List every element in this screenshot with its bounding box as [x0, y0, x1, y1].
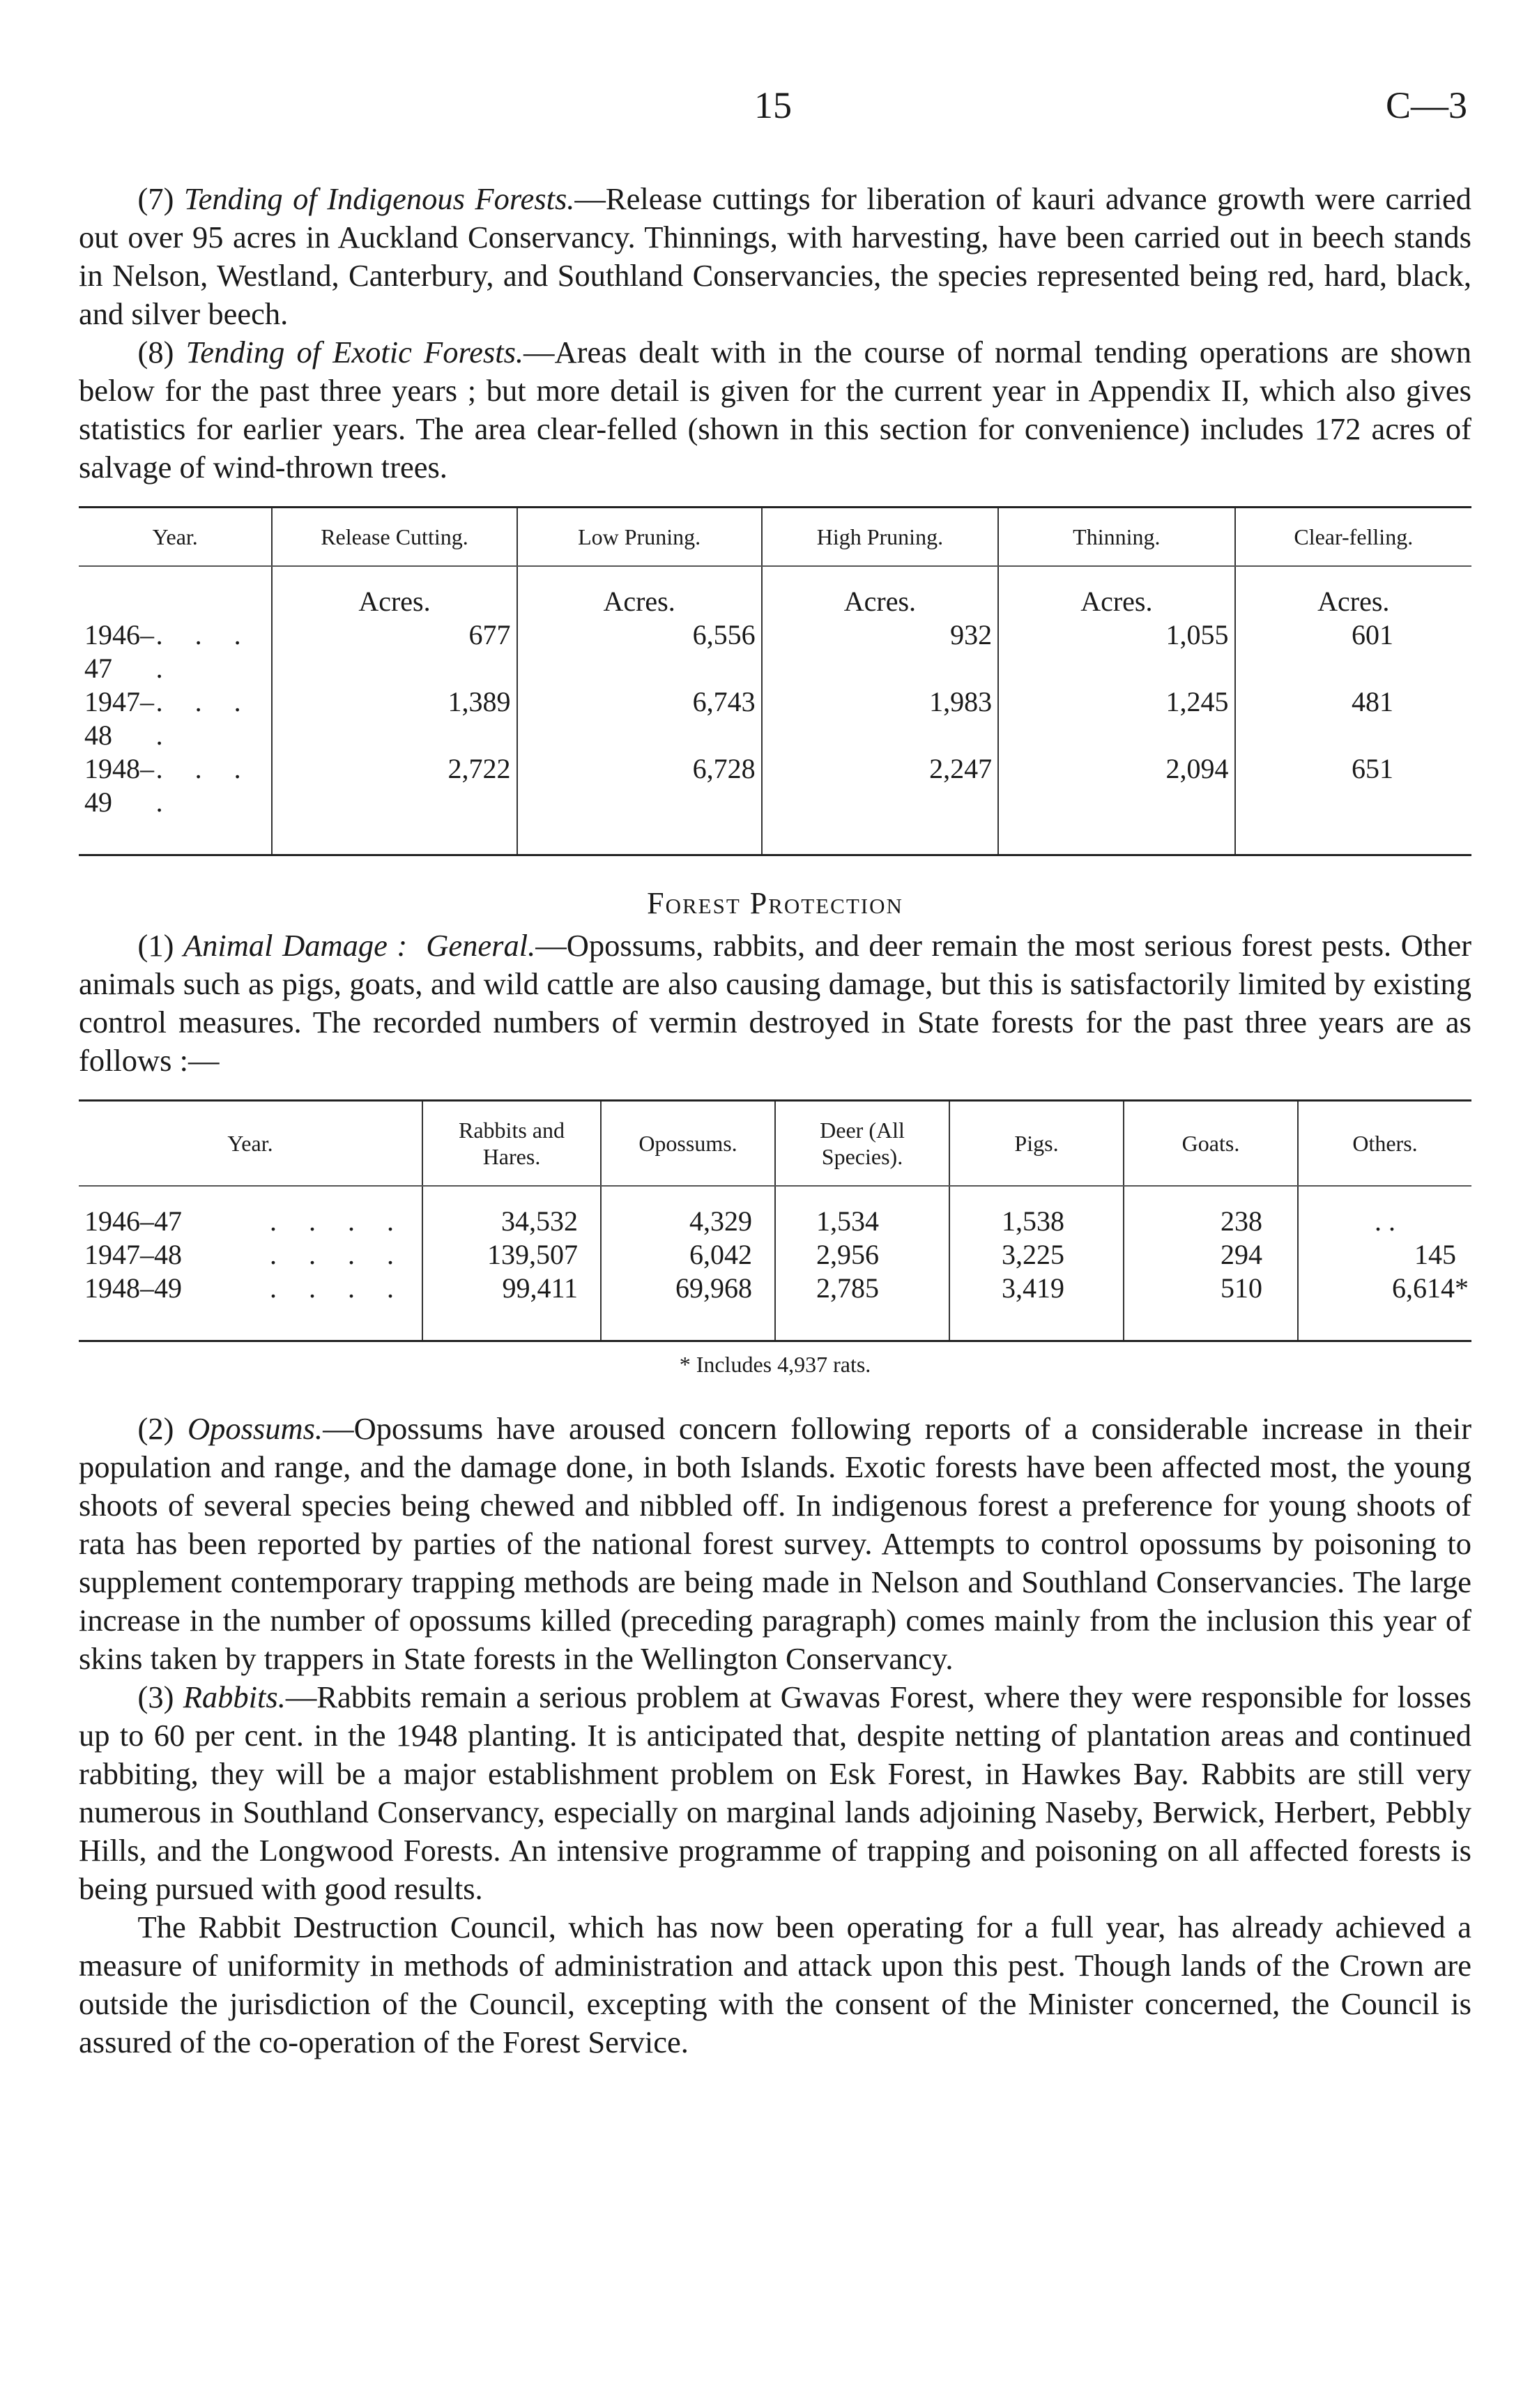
- table-header-cell: Rabbits and Hares.: [422, 1101, 601, 1187]
- table-cell: 1,538: [949, 1205, 1124, 1238]
- table-header-cell: Clear-felling.: [1235, 508, 1471, 567]
- table-row: [79, 752, 1471, 855]
- page-number: 15: [754, 84, 792, 126]
- table-footnote: * Includes 4,937 rats.: [679, 1352, 871, 1377]
- units-row: [79, 566, 1471, 618]
- paragraph-rabbits: [79, 1678, 1471, 1908]
- table-cell: 510: [1124, 1272, 1298, 1341]
- year-cell: [79, 1272, 422, 1341]
- table-cell: 1,245: [998, 685, 1234, 752]
- tending-table: [79, 506, 1471, 856]
- unit-cell: Acres.: [1235, 566, 1471, 618]
- unit-cell: Acres.: [998, 566, 1234, 618]
- table-cell: 932: [762, 618, 998, 685]
- year-cell: [79, 618, 272, 685]
- document-code: C—3: [1385, 84, 1467, 126]
- table-cell: 99,411: [422, 1272, 601, 1341]
- table-cell: 1,983: [762, 685, 998, 752]
- paragraph-tending-indigenous: [79, 180, 1471, 333]
- table-cell: 601: [1235, 618, 1471, 685]
- year-label: 1947–48: [84, 1239, 182, 1270]
- table-cell: 69,968: [601, 1272, 775, 1341]
- leader-dots: . . . .: [270, 1205, 406, 1237]
- table-header-cell: Thinning.: [998, 508, 1234, 567]
- table-header-cell: Low Pruning.: [517, 508, 762, 567]
- spacer-row: [79, 1186, 1471, 1205]
- page-content: [79, 180, 1471, 2062]
- paragraph-number: (7): [137, 181, 174, 216]
- table-cell: 2,785: [775, 1272, 949, 1341]
- table-cell: 6,743: [517, 685, 762, 752]
- paragraph-number: (3): [137, 1679, 174, 1714]
- table-cell: 6,614*: [1298, 1272, 1471, 1341]
- table-row: [79, 685, 1471, 752]
- year-cell: [79, 1205, 422, 1238]
- paragraph-tending-exotic: [79, 333, 1471, 487]
- table-header-cell: Others.: [1298, 1101, 1471, 1187]
- year-label: 1948–49: [84, 753, 154, 818]
- table-cell: 294: [1124, 1238, 1298, 1272]
- table-header-cell: High Pruning.: [762, 508, 998, 567]
- paragraph-rabbit-council: The Rabbit Destruction Council, which has now been operating for a full year, has already achieved a measure of uniformity in methods of administration and attack upon this pest. Though lands of the Crown are outside the jurisdiction of the Council, excepting with the consent of the Minister concerned, the Council is assured of the co-operation of the Forest Service.: [79, 1910, 1471, 2059]
- paragraph-title: Opossums.: [187, 1411, 323, 1446]
- paragraph-text: —Opossums have aroused concern following reports of a considerable increase in their population and range, and the damage done, in both Islands. Exotic forests have been affected most, the young shoots of several species being chewed and nibbled off. In indigenous forest a preference for young shoots of rata has been reported by parties of the national forest survey. Attempts to control opossums by poisoning to supplement contemporary trapping methods are being made in Nelson and Southland Conservancies. The large increase in the number of opossums killed (preceding paragraph) comes mainly from the inclusion this year of skins taken by trappers in State forests in the Wellington Conservancy.: [79, 1411, 1472, 1676]
- table-cell: 3,419: [949, 1272, 1124, 1341]
- vermin-table: [79, 1099, 1471, 1342]
- page-header: [0, 84, 1530, 132]
- paragraph-animal-damage: [79, 927, 1471, 1080]
- paragraph-title: Tending of Indigenous Forests.: [183, 181, 575, 216]
- year-label: 1948–49: [84, 1272, 182, 1304]
- table-header-cell: Pigs.: [949, 1101, 1124, 1187]
- unit-cell: Acres.: [272, 566, 517, 618]
- unit-cell: Acres.: [517, 566, 762, 618]
- vermin-table-header: [79, 1101, 1471, 1187]
- table-cell: 6,556: [517, 618, 762, 685]
- table-cell: 1,055: [998, 618, 1234, 685]
- tending-table-header: [79, 508, 1471, 567]
- table-cell: 4,329: [601, 1205, 775, 1238]
- table-header-cell: Release Cutting.: [272, 508, 517, 567]
- year-label: 1947–48: [84, 686, 154, 751]
- table-header-cell: Goats.: [1124, 1101, 1298, 1187]
- unit-cell: [79, 566, 272, 618]
- table-header-cell: Year.: [79, 1101, 422, 1187]
- table-cell: 6,728: [517, 752, 762, 855]
- table-cell: 1,534: [775, 1205, 949, 1238]
- table-row: [79, 1272, 1471, 1341]
- paragraph-opossums: [79, 1410, 1471, 1678]
- leader-dots: . . . .: [155, 686, 254, 751]
- table-cell: 139,507: [422, 1238, 601, 1272]
- table-row: [79, 618, 1471, 685]
- paragraph-number: (8): [137, 335, 174, 369]
- paragraph-subtitle: General.: [426, 928, 536, 963]
- year-cell: [79, 752, 272, 855]
- table-cell: 2,956: [775, 1238, 949, 1272]
- year-cell: [79, 1238, 422, 1272]
- table-cell: 3,225: [949, 1238, 1124, 1272]
- table-cell: 481: [1235, 685, 1471, 752]
- table-header-cell: Year.: [79, 508, 272, 567]
- table-header-cell: Deer (All Species).: [775, 1101, 949, 1187]
- year-cell: [79, 685, 272, 752]
- table-cell: 1,389: [272, 685, 517, 752]
- leader-dots: . . . .: [155, 619, 254, 684]
- table-cell: 34,532: [422, 1205, 601, 1238]
- table-cell: 238: [1124, 1205, 1298, 1238]
- paragraph-text: —Release cuttings for liberation of kauri advance growth were carried out over 95 acres in Auckland Conservancy. Thinnings, with harvesting, have been carried out in beech stands in Nelson, Westland, Canterbury, and Southland Conservancies, the species represented being red, hard, black, and silver beech.: [79, 181, 1472, 331]
- year-label: 1946–47: [84, 1205, 182, 1237]
- leader-dots: . . . .: [270, 1272, 406, 1304]
- table-cell: 2,247: [762, 752, 998, 855]
- paragraph-text: —Opossums, rabbits, and deer remain the most serious forest pests. Other animals such as pigs, goats, and wild cattle are also causing damage, but this is satisfactorily limited by existing control measures. The recorded numbers of vermin destroyed in State forests for the past three years are as follows :—: [79, 928, 1472, 1078]
- table-cell: 2,094: [998, 752, 1234, 855]
- table-row: [79, 1205, 1471, 1238]
- paragraph-number: (1): [137, 928, 174, 963]
- year-label: 1946–47: [84, 619, 154, 684]
- table-cell: . .: [1298, 1205, 1471, 1238]
- table-cell: 2,722: [272, 752, 517, 855]
- table-cell: 145: [1298, 1238, 1471, 1272]
- paragraph-title: Animal Damage :: [183, 928, 408, 963]
- paragraph-title: Rabbits.: [183, 1679, 286, 1714]
- paragraph-title: Tending of Exotic Forests.: [185, 335, 524, 369]
- leader-dots: . . . .: [270, 1239, 406, 1270]
- paragraph-text: —Rabbits remain a serious problem at Gwavas Forest, where they were responsible for losses up to 60 per cent. in the 1948 planting. It is anticipated that, despite netting of plantation areas and continued rabbiting, they will be a major establishment problem on Esk Forest, in Hawkes Bay. Rabbits are still very numerous in Southland Conservancy, especially on marginal lands adjoining Naseby, Berwick, Herbert, Pebbly Hills, and the Longwood Forests. An intensive programme of trapping and poisoning on all affected forests is being pursued with good results.: [79, 1679, 1471, 1906]
- paragraph-number: (2): [137, 1411, 174, 1446]
- table-row: [79, 1238, 1471, 1272]
- table-header-cell: Opossums.: [601, 1101, 775, 1187]
- leader-dots: . . . .: [155, 753, 254, 818]
- paragraph-text: —Areas dealt with in the course of normal tending operations are shown below for the past three years ; but more detail is given for the current year in Appendix II, which also gives statistics for earlier years. The area clear-felled (shown in this section for convenience) includes 172 acres of salvage of wind-thrown trees.: [79, 335, 1471, 485]
- section-heading: Forest Protection: [647, 886, 903, 920]
- unit-cell: Acres.: [762, 566, 998, 618]
- table-cell: 651: [1235, 752, 1471, 855]
- table-cell: 677: [272, 618, 517, 685]
- table-cell: 6,042: [601, 1238, 775, 1272]
